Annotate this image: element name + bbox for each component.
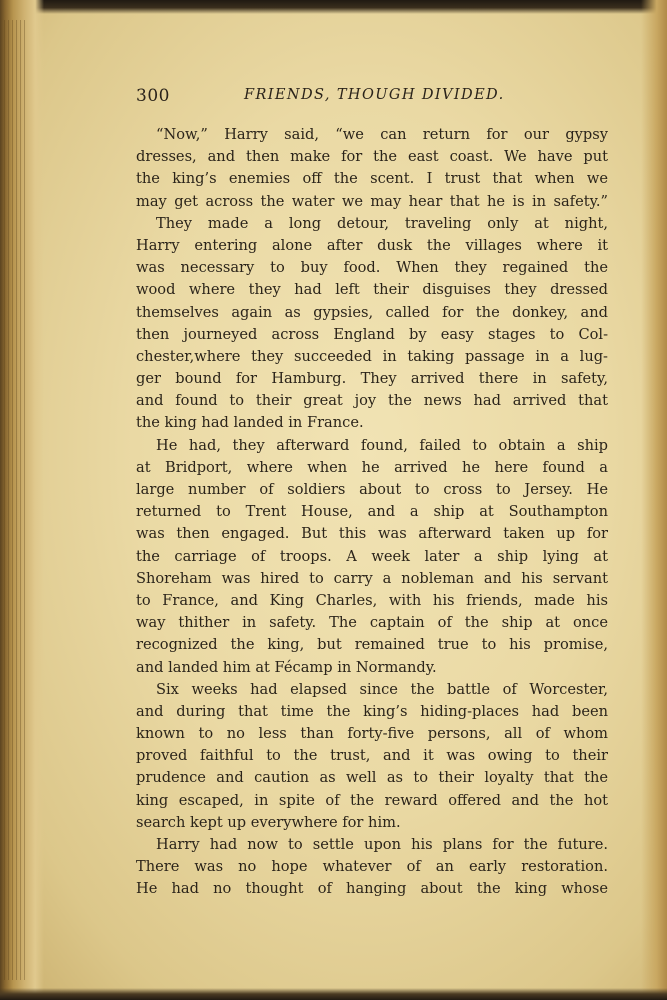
text-line: and during that time the king’s hiding-places had been <box>136 702 608 720</box>
text-line: recognized the king, but remained true to his promise, <box>136 636 608 654</box>
text-line: the king’s enemies off the scent. I trust that when we <box>136 170 608 188</box>
text-line: dresses, and then make for the east coast. We have put <box>136 148 608 166</box>
text-line: proved faithful to the trust, and it was owing to their <box>136 747 608 765</box>
text-line: the king had landed in France. <box>136 414 364 432</box>
page-right-edge <box>641 0 667 1000</box>
running-title: FRIENDS, THOUGH DIVIDED. <box>244 87 505 103</box>
text-line: There was no hope whatever of an early restoration. <box>136 858 608 876</box>
text-line: He had no thought of hanging about the king whose <box>136 880 608 898</box>
text-line: was necessary to buy food. When they regained the <box>136 259 608 277</box>
text-line: They made a long detour, traveling only at night, <box>156 214 608 232</box>
text-line: themselves again as gypsies, called for the donkey, and <box>136 303 608 321</box>
text-line: prudence and caution as well as to their loyalty that the <box>136 769 608 787</box>
text-line: was then engaged. But this was afterward taken up for <box>136 525 608 543</box>
text-line: large number of soldiers about to cross to Jersey. He <box>136 481 608 498</box>
text-line: and found to their great joy the news had arrived that <box>136 392 608 410</box>
text-line: at Bridport, where when he arrived he here found a <box>136 458 608 476</box>
text-line: He had, they afterward found, failed to obtain a ship <box>156 436 608 454</box>
text-line: “Now,” Harry said, “we can return for our gypsy <box>156 126 608 143</box>
spine-page-edges <box>4 20 26 980</box>
text-line: king escaped, in spite of the reward offered and the hot <box>136 791 608 809</box>
page-bottom-shadow <box>0 988 667 1000</box>
text-line: then journeyed across England by easy stages to Col- <box>136 325 608 343</box>
text-line: chester,where they succeeded in taking passage in a lug- <box>136 347 608 365</box>
text-line: ger bound for Hamburg. They arrived there in safety, <box>136 370 608 388</box>
running-header <box>136 86 606 112</box>
text-line: way thither in safety. The captain of the ship at once <box>136 614 608 632</box>
text-line: Shoreham was hired to carry a nobleman and his servant <box>136 569 608 587</box>
text-line: returned to Trent House, and a ship at Southampton <box>136 503 608 521</box>
body-text <box>136 124 608 901</box>
text-line: known to no less than forty-five persons, all of whom <box>136 725 608 743</box>
text-line: may get across the water we may hear that he is in safety.” <box>136 192 608 210</box>
text-line: search kept up everywhere for him. <box>136 813 401 831</box>
text-line: and landed him at Fécamp in Normandy. <box>136 658 437 676</box>
text-line: wood where they had left their disguises they dressed <box>136 281 608 299</box>
text-line: Harry entering alone after dusk the villages where it <box>136 236 608 254</box>
text-line: the carriage of troops. A week later a ship lying at <box>136 547 608 565</box>
page-number: 300 <box>136 86 170 106</box>
text-line: Harry had now to settle upon his plans for the future. <box>156 836 608 853</box>
text-line: to France, and King Charles, with his friends, made his <box>136 591 608 609</box>
page-top-shadow <box>0 0 667 14</box>
text-line: Six weeks had elapsed since the battle of Worcester, <box>156 680 608 698</box>
